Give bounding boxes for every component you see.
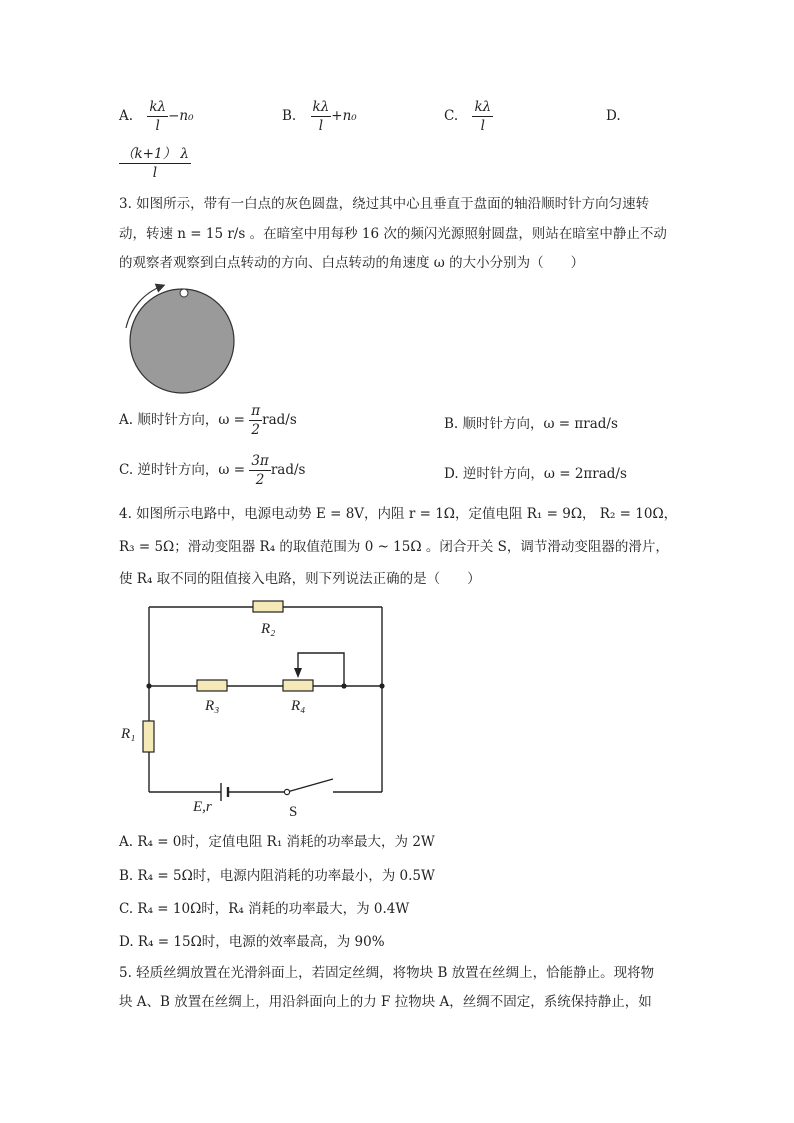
q3-option-d[interactable]: D. 逆时针方向，ω = 2πrad/s: [444, 466, 627, 482]
switch-pivot: [284, 789, 289, 794]
q2-option-c[interactable]: C. $\frac{k\lambda}{l}$: [444, 99, 492, 134]
label-r4: R₄: [291, 698, 306, 714]
label-s: S: [289, 804, 298, 820]
q2-option-b-fraction: $\frac{k\lambda}{l}$: [312, 99, 330, 134]
q3-stem-line-1: 3. 如图所示，带有一白点的灰色圆盘，绕过其中心且垂直于盘面的轴沿顺时针方向匀速转: [119, 196, 650, 212]
q4-option-d[interactable]: D. R₄ = 15Ω时，电源的效率最高，为 90%: [119, 934, 385, 950]
q3-stem-line-3: 的观察者观察到白点转动的方向、白点转动的角速度 ω 的大小分别为（ ）: [119, 255, 585, 271]
label-r2: R₂: [261, 621, 276, 637]
junction-right: [379, 683, 384, 688]
gray-disk: [130, 289, 234, 393]
q3-stem-line-2: 动，转速 n = 15 r/s 。在暗室中用每秒 16 次的频闪光源照射圆盘，则站在暗室中静止不动: [119, 226, 667, 242]
label-r1: R₁: [121, 726, 136, 742]
resistor-r4: [283, 680, 313, 691]
resistor-r2: [253, 601, 283, 612]
q5-stem-line-2: 块 A、B 放置在丝绸上，用沿斜面向上的力 F 拉物块 A，丝绸不固定，系统保持静止，如: [119, 994, 652, 1010]
q4-circuit-diagram: [115, 595, 395, 820]
junction-left: [146, 683, 151, 688]
junction-slider: [341, 683, 346, 688]
white-dot: [180, 289, 188, 297]
q2-option-b[interactable]: B. $\frac{k\lambda}{l}$ +n₀: [282, 99, 357, 134]
q4-stem-line-2: R₃ = 5Ω；滑动变阻器 R₄ 的取值范围为 0 ~ 15Ω 。闭合开关 S，调节滑动变阻器的滑片，: [119, 539, 669, 555]
q4-option-c[interactable]: C. R₄ = 10Ω时，R₄ 消耗的功率最大，为 0.4W: [119, 901, 410, 917]
q3-disk-figure: [118, 280, 248, 395]
q3-option-c[interactable]: C. 逆时针方向，ω = $\frac{3\pi}{2}$ rad/s: [119, 453, 306, 488]
q2-option-c-fraction: $\frac{k\lambda}{l}$: [474, 99, 492, 134]
q2-option-a[interactable]: A. $\frac{k\lambda}{l}$ −n₀: [119, 99, 194, 134]
q4-option-a[interactable]: A. R₄ = 0时，定值电阻 R₁ 消耗的功率最大，为 2W: [119, 834, 435, 850]
label-r3: R₃: [205, 698, 220, 714]
q3-option-a[interactable]: A. 顺时针方向，ω = $\frac{\pi}{2}$ rad/s: [119, 403, 297, 438]
resistor-r1: [143, 721, 154, 752]
label-er: E,r: [193, 799, 212, 815]
q4-stem-line-1: 4. 如图所示电路中，电源电动势 E = 8V，内阻 r = 1Ω，定值电阻 R₁ = 9Ω， R₂ = 10Ω，: [119, 506, 678, 522]
resistor-r3: [197, 680, 227, 691]
q4-option-b[interactable]: B. R₄ = 5Ω时，电源内阻消耗的功率最小，为 0.5W: [119, 868, 435, 884]
q2-option-d-label[interactable]: D.: [606, 108, 621, 124]
q2-option-a-fraction: $\frac{k\lambda}{l}$: [149, 99, 167, 134]
q2-option-d-fraction[interactable]: $\frac{(k+1) \lambda}{l}$: [121, 146, 189, 181]
q3-option-b[interactable]: B. 顺时针方向，ω = πrad/s: [444, 416, 618, 432]
q5-stem-line-1: 5. 轻质丝绸放置在光滑斜面上，若固定丝绸，将物块 B 放置在丝绸上，恰能静止。现将物: [119, 965, 655, 981]
r4-slider-arrow-icon: [294, 668, 302, 678]
q4-stem-line-3: 使 R₄ 取不同的阻值接入电路，则下列说法正确的是（ ）: [119, 571, 481, 587]
